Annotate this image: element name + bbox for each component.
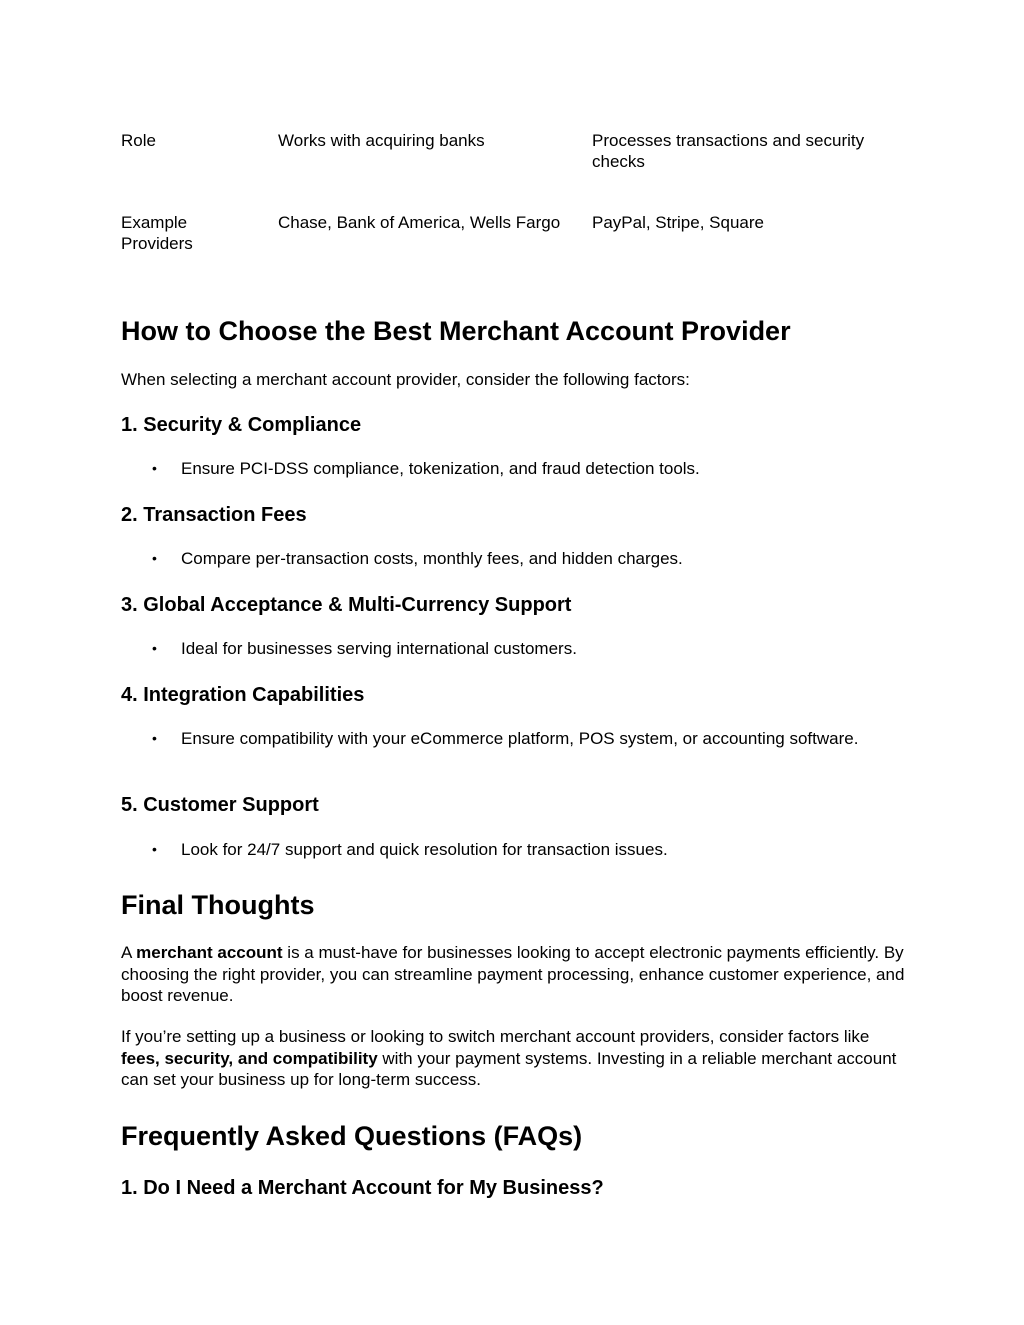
factor-heading-support: 5. Customer Support (121, 794, 319, 816)
table-cell: Works with acquiring banks (278, 131, 485, 150)
factor-heading-security: 1. Security & Compliance (121, 414, 362, 436)
text-run: A (121, 943, 137, 962)
list-item-text: Look for 24/7 support and quick resolution for transaction issues. (181, 840, 668, 859)
bullet-icon: • (152, 730, 157, 746)
bold-term: merchant account (136, 943, 283, 962)
table-cell: Chase, Bank of America, Wells Fargo (278, 213, 561, 232)
factor-heading-fees: 2. Transaction Fees (121, 504, 307, 526)
section-heading-final-thoughts: Final Thoughts (121, 890, 315, 920)
final-thoughts-paragraph-2 (121, 1026, 906, 1091)
faq-question-1: 1. Do I Need a Merchant Account for My Business? (121, 1177, 604, 1199)
choose-intro: When selecting a merchant account provider, consider the following factors: (121, 370, 690, 389)
text-run: with your payment systems. Investing in a reliable merchant account can set your business up for long-term success. (121, 1048, 897, 1090)
bullet-icon: • (152, 640, 157, 656)
list-item-text: Compare per-transaction costs, monthly fees, and hidden charges. (181, 549, 683, 568)
bold-term: fees, security, and compatibility (121, 1048, 378, 1068)
table-row-label: Role (121, 131, 156, 150)
bullet-icon: • (152, 841, 157, 857)
table-cell: PayPal, Stripe, Square (592, 213, 764, 232)
table-row-label: Example Providers (121, 213, 193, 253)
factor-heading-global: 3. Global Acceptance & Multi-Currency Support (121, 594, 572, 616)
list-item-text: Ideal for businesses serving international customers. (181, 639, 577, 658)
factor-heading-integration: 4. Integration Capabilities (121, 684, 365, 706)
section-heading-faqs: Frequently Asked Questions (FAQs) (121, 1121, 583, 1151)
list-item-text: Ensure PCI-DSS compliance, tokenization, and fraud detection tools. (181, 459, 700, 478)
bullet-icon: • (152, 550, 157, 566)
list-item-text: Ensure compatibility with your eCommerce platform, POS system, or accounting software. (181, 729, 859, 748)
table-cell: Processes transactions and security checks (592, 131, 865, 171)
bullet-icon: • (152, 460, 157, 476)
text-run: is a must-have for businesses looking to accept electronic payments efficiently. By choosing the right provider, you can streamline payment processing, enhance customer experience, and boost revenue. (121, 943, 905, 1006)
section-heading-choose: How to Choose the Best Merchant Account Provider (121, 316, 791, 346)
text-run: If you’re setting up a business or looking to switch merchant account providers, consider factors like (121, 1027, 870, 1046)
final-thoughts-paragraph-1 (121, 942, 906, 1007)
